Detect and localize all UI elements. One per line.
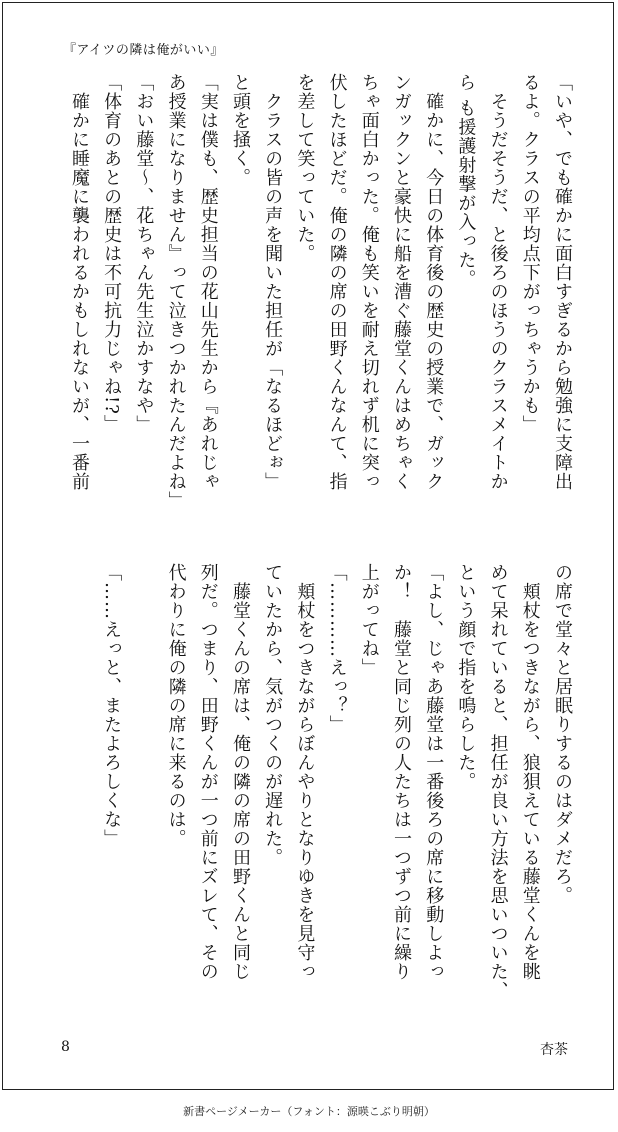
text-line: 藤堂くんの席は、俺の隣の席の田野くんと同じ <box>229 563 251 981</box>
text-line: ちゃ面白かった。俺も笑いを耐え切れず机に突っ <box>358 73 380 491</box>
text-line: 「実は僕も、歴史担当の花山先生から『あれじゃ <box>197 73 219 491</box>
text-line: ていたから、気がつくのが遅れた。 <box>262 563 284 867</box>
running-title: 『アイツの隣は俺がいい』 <box>63 43 224 58</box>
text-line: か！ 藤堂と同じ列の人たちは一つずつ前に繰り <box>390 563 412 981</box>
text-line: 「……えっと、またよろしくな」 <box>101 563 123 848</box>
text-line: 確かに、今日の体育後の歴史の授業で、ガック <box>423 73 445 491</box>
text-line: 頬杖をつきながら、狼狽えている藤堂くんを眺 <box>519 563 541 981</box>
author-name: 杏茶 <box>540 1042 568 1058</box>
text-line: 伏したほどだ。俺の隣の席の田野くんなんて、指 <box>326 73 348 491</box>
text-line: あ授業になりません』って泣きつかれたんだよね」 <box>165 73 187 510</box>
lower-text-block <box>48 563 578 1013</box>
text-line: 列だ。つまり、田野くんが一つ前にズレて、その <box>197 563 219 981</box>
text-line: ンガックンと豪快に船を漕ぐ藤堂くんはめちゃく <box>390 73 412 491</box>
text-line: 頬杖をつきながらぼんやりとなりゆきを見守っ <box>294 563 316 981</box>
text-line: 「いや、でも確かに面白すぎるから勉強に支障出 <box>552 73 573 491</box>
text-line: 「体育のあとの歴史は不可抗力じゃね!?」 <box>101 73 123 434</box>
text-line: を差して笑っていた。 <box>294 73 316 263</box>
text-line <box>127 563 159 1013</box>
text-line: 「よし、じゃあ藤堂は一番後ろの席に移動しよっ <box>423 563 445 981</box>
text-line: という顔で指を鳴らした。 <box>455 563 477 791</box>
upper-text-block <box>48 73 578 523</box>
text-line: めて呆れていると、担任が良い方法を思いついた、 <box>487 563 509 1000</box>
text-line: 「…………えっ？」 <box>326 563 348 734</box>
text-line: そうだそうだ、と後ろのほうのクラスメイトか <box>487 73 509 491</box>
book-page <box>2 2 614 1090</box>
text-line: の席で堂々と居眠りするのはダメだろ。 <box>552 563 573 905</box>
text-line: ら も援護射撃が入った。 <box>455 73 477 289</box>
text-line: 「おい藤堂〜、花ちゃん先生泣かすなや」 <box>133 73 155 434</box>
text-line: 代わりに俺の隣の席に来るのは。 <box>165 563 187 848</box>
page-number: 8 <box>61 1039 70 1055</box>
maker-credit: 新書ページメーカー（フォント：源暎こぶり明朝） <box>183 1105 435 1118</box>
text-line: と頭を掻く。 <box>229 73 251 187</box>
text-line: クラスの皆の声を聞いた担任が「なるほどぉ」 <box>262 73 284 491</box>
text-line: るよ。クラスの平均点下がっちゃうかも」 <box>519 73 541 434</box>
text-line: 確かに睡魔に襲われるかもしれないが、一番前 <box>68 73 90 491</box>
text-line: 上がってね」 <box>358 563 380 677</box>
